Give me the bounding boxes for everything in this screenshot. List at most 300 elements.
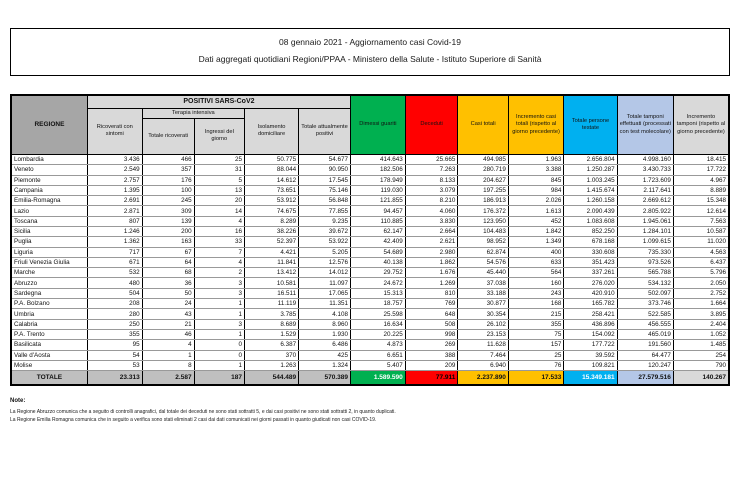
data-cell: 280.719 <box>458 165 508 175</box>
note-line-emilia-romagna: La Regione Emilia Romagna comunica che in seguito a verifica sono stati eliminati 2 casi dai dati comunicati nei giorni passati in quanto giudicati non casi COVID-19. <box>10 417 377 424</box>
data-cell: 8.210 <box>405 196 458 206</box>
data-cell: 54.689 <box>350 247 405 257</box>
data-cell: 6.651 <box>350 350 405 360</box>
data-cell: 0 <box>194 340 244 350</box>
data-cell: 7.263 <box>405 165 458 175</box>
data-cell: 14.012 <box>299 268 351 278</box>
data-cell: 502.097 <box>617 288 673 298</box>
col-header-incremento-casi: Incremento casi totali (rispetto al giorno precedente) <box>508 95 564 154</box>
data-cell: 191.560 <box>617 340 673 350</box>
data-cell: 2.752 <box>673 288 729 298</box>
data-cell: 420.910 <box>564 288 617 298</box>
data-cell: 276.020 <box>564 278 617 288</box>
table-row <box>11 226 729 236</box>
data-cell: 119.030 <box>350 185 405 195</box>
data-cell: 532 <box>87 268 142 278</box>
data-cell: 25.665 <box>405 154 458 164</box>
data-cell: 54 <box>87 350 142 360</box>
data-cell: 1.945.061 <box>617 216 673 226</box>
table-row <box>11 360 729 370</box>
total-value-cell: 27.579.516 <box>617 371 673 386</box>
region-name-cell: Puglia <box>11 237 87 247</box>
data-cell: 1.324 <box>299 360 351 370</box>
data-cell: 1 <box>194 329 244 339</box>
data-cell: 53.922 <box>299 237 351 247</box>
data-cell: 4.873 <box>350 340 405 350</box>
data-cell: 77.855 <box>299 206 351 216</box>
data-cell: 2.404 <box>673 319 729 329</box>
data-cell: 160 <box>508 278 564 288</box>
notes-label: Note: <box>10 398 26 405</box>
data-cell: 74.675 <box>245 206 299 216</box>
data-cell: 215 <box>508 309 564 319</box>
data-cell: 2.090.439 <box>564 206 617 216</box>
data-cell: 33 <box>194 237 244 247</box>
total-value-cell: 77.911 <box>405 371 458 386</box>
table-row <box>11 329 729 339</box>
data-cell: 4.998.160 <box>617 154 673 164</box>
region-name-cell: Molise <box>11 360 87 370</box>
table-header <box>11 95 729 154</box>
data-cell: 1.613 <box>508 206 564 216</box>
data-cell: 6.486 <box>299 340 351 350</box>
data-cell: 1.723.609 <box>617 175 673 185</box>
data-cell: 50.775 <box>245 154 299 164</box>
data-cell: 845 <box>508 175 564 185</box>
data-cell: 5 <box>194 175 244 185</box>
total-value-cell: 23.313 <box>87 371 142 386</box>
data-cell: 182.506 <box>350 165 405 175</box>
data-cell: 168 <box>508 299 564 309</box>
data-cell: 14.612 <box>245 175 299 185</box>
data-cell: 564 <box>508 268 564 278</box>
data-cell: 50 <box>142 288 194 298</box>
data-cell: 100 <box>142 185 194 195</box>
data-cell: 5.407 <box>350 360 405 370</box>
table-row <box>11 350 729 360</box>
data-cell: 26.102 <box>458 319 508 329</box>
data-cell: 177.722 <box>564 340 617 350</box>
region-name-cell: Veneto <box>11 165 87 175</box>
data-cell: 54.576 <box>458 257 508 267</box>
data-cell: 176.372 <box>458 206 508 216</box>
data-cell: 973.526 <box>617 257 673 267</box>
total-row <box>11 371 729 386</box>
total-value-cell: 15.349.181 <box>564 371 617 386</box>
total-value-cell: 140.267 <box>673 371 729 386</box>
data-cell: 94.457 <box>350 206 405 216</box>
data-cell: 109.821 <box>564 360 617 370</box>
data-cell: 76 <box>508 360 564 370</box>
data-cell: 1 <box>194 309 244 319</box>
data-cell: 8.889 <box>673 185 729 195</box>
data-cell: 243 <box>508 288 564 298</box>
data-cell: 2.871 <box>87 206 142 216</box>
data-cell: 56.848 <box>299 196 351 206</box>
data-cell: 25.598 <box>350 309 405 319</box>
data-cell: 62.874 <box>458 247 508 257</box>
data-cell: 254 <box>673 350 729 360</box>
data-cell: 209 <box>405 360 458 370</box>
data-cell: 269 <box>405 340 458 350</box>
data-cell: 24.672 <box>350 278 405 288</box>
data-cell: 11.020 <box>673 237 729 247</box>
table-row <box>11 216 729 226</box>
data-cell: 534.132 <box>617 278 673 288</box>
data-cell: 154.092 <box>564 329 617 339</box>
data-cell: 42.409 <box>350 237 405 247</box>
region-name-cell: Sardegna <box>11 288 87 298</box>
data-cell: 17.065 <box>299 288 351 298</box>
data-cell: 735.330 <box>617 247 673 257</box>
table-row <box>11 154 729 164</box>
data-cell: 7.563 <box>673 216 729 226</box>
data-cell: 4.108 <box>299 309 351 319</box>
data-cell: 38.226 <box>245 226 299 236</box>
data-cell: 565.788 <box>617 268 673 278</box>
data-cell: 400 <box>508 247 564 257</box>
data-cell: 2.050 <box>673 278 729 288</box>
data-cell: 1.269 <box>405 278 458 288</box>
table-row <box>11 288 729 298</box>
data-cell: 370 <box>245 350 299 360</box>
data-cell: 7 <box>194 247 244 257</box>
data-cell: 123.950 <box>458 216 508 226</box>
data-cell: 9.235 <box>299 216 351 226</box>
data-cell: 18.757 <box>350 299 405 309</box>
data-cell: 3.830 <box>405 216 458 226</box>
data-cell: 465.019 <box>617 329 673 339</box>
data-cell: 12.576 <box>299 257 351 267</box>
data-cell: 186.913 <box>458 196 508 206</box>
data-cell: 7.464 <box>458 350 508 360</box>
table-row <box>11 165 729 175</box>
data-cell: 414.643 <box>350 154 405 164</box>
data-cell: 504 <box>87 288 142 298</box>
data-cell: 258.421 <box>564 309 617 319</box>
region-name-cell: Toscana <box>11 216 87 226</box>
data-cell: 1 <box>194 299 244 309</box>
data-cell: 165.782 <box>564 299 617 309</box>
data-cell: 6.387 <box>245 340 299 350</box>
total-value-cell: 2.587 <box>142 371 194 386</box>
data-cell: 29.752 <box>350 268 405 278</box>
table-row <box>11 196 729 206</box>
data-cell: 3.785 <box>245 309 299 319</box>
data-cell: 75 <box>508 329 564 339</box>
data-cell: 64.477 <box>617 350 673 360</box>
data-cell: 456.555 <box>617 319 673 329</box>
data-cell: 6.940 <box>458 360 508 370</box>
data-cell: 40.138 <box>350 257 405 267</box>
data-cell: 998 <box>405 329 458 339</box>
table-body <box>11 154 729 370</box>
data-cell: 3 <box>194 278 244 288</box>
data-cell: 73.651 <box>245 185 299 195</box>
data-cell: 30.354 <box>458 309 508 319</box>
data-cell: 436.896 <box>564 319 617 329</box>
data-cell: 62.147 <box>350 226 405 236</box>
region-name-cell: Campania <box>11 185 87 195</box>
data-cell: 39.592 <box>564 350 617 360</box>
col-header-ti-totale-ricoverati: Totale ricoverati <box>142 118 194 154</box>
data-cell: 178.949 <box>350 175 405 185</box>
col-header-persone-testate: Totale persone testate <box>564 95 617 154</box>
data-cell: 1.284.101 <box>617 226 673 236</box>
data-cell: 3.436 <box>87 154 142 164</box>
data-cell: 494.985 <box>458 154 508 164</box>
table-row <box>11 309 729 319</box>
data-cell: 8.133 <box>405 175 458 185</box>
data-cell: 1.260.158 <box>564 196 617 206</box>
data-cell: 98.952 <box>458 237 508 247</box>
region-name-cell: Emilia-Romagna <box>11 196 87 206</box>
data-cell: 1.250.287 <box>564 165 617 175</box>
col-header-incremento-tamponi: Incremento tamponi (rispetto al giorno precedente) <box>673 95 729 154</box>
note-line-abruzzo: La Regione Abruzzo comunica che a seguito di controlli anagrafici, dal totale dei deceduti ne sono stati sottratti 5, e dai casi positivi ne sono stati sottratti 2, in quanto duplicati. <box>10 409 396 416</box>
data-cell: 104.483 <box>458 226 508 236</box>
data-cell: 330.608 <box>564 247 617 257</box>
col-header-casi-totali: Casi totali <box>458 95 508 154</box>
data-cell: 1.842 <box>508 226 564 236</box>
data-cell: 1.485 <box>673 340 729 350</box>
data-cell: 388 <box>405 350 458 360</box>
data-cell: 197.255 <box>458 185 508 195</box>
data-cell: 1.003.245 <box>564 175 617 185</box>
data-cell: 4.060 <box>405 206 458 216</box>
data-cell: 2.757 <box>87 175 142 185</box>
data-cell: 43 <box>142 309 194 319</box>
total-value-cell: 544.489 <box>245 371 299 386</box>
data-cell: 852.250 <box>564 226 617 236</box>
data-cell: 717 <box>87 247 142 257</box>
data-cell: 1.664 <box>673 299 729 309</box>
data-cell: 18.415 <box>673 154 729 164</box>
data-cell: 1.930 <box>299 329 351 339</box>
data-cell: 2.980 <box>405 247 458 257</box>
data-cell: 1.099.615 <box>617 237 673 247</box>
data-cell: 678.168 <box>564 237 617 247</box>
region-name-cell: Liguria <box>11 247 87 257</box>
col-header-attualmente-positivi: Totale attualmente positivi <box>299 108 351 154</box>
data-cell: 15.313 <box>350 288 405 298</box>
data-cell: 250 <box>87 319 142 329</box>
data-cell: 309 <box>142 206 194 216</box>
data-cell: 984 <box>508 185 564 195</box>
data-cell: 2.656.804 <box>564 154 617 164</box>
region-name-cell: P.A. Trento <box>11 329 87 339</box>
data-cell: 1 <box>142 350 194 360</box>
data-cell: 75.146 <box>299 185 351 195</box>
data-cell: 8.689 <box>245 319 299 329</box>
data-cell: 21 <box>142 319 194 329</box>
data-cell: 16.634 <box>350 319 405 329</box>
data-cell: 648 <box>405 309 458 319</box>
data-cell: 522.585 <box>617 309 673 319</box>
region-name-cell: Abruzzo <box>11 278 87 288</box>
region-name-cell: Valle d'Aosta <box>11 350 87 360</box>
data-cell: 8.960 <box>299 319 351 329</box>
data-cell: 4.563 <box>673 247 729 257</box>
data-cell: 2.691 <box>87 196 142 206</box>
data-cell: 176 <box>142 175 194 185</box>
data-cell: 1.362 <box>87 237 142 247</box>
col-header-tamponi: Totale tamponi effettuati (processati con test molecolare) <box>617 95 673 154</box>
data-cell: 16.511 <box>245 288 299 298</box>
data-cell: 1.415.674 <box>564 185 617 195</box>
data-cell: 120.247 <box>617 360 673 370</box>
data-cell: 39.672 <box>299 226 351 236</box>
table-row <box>11 278 729 288</box>
data-cell: 1.052 <box>673 329 729 339</box>
data-cell: 8 <box>142 360 194 370</box>
data-cell: 4.421 <box>245 247 299 257</box>
data-cell: 20 <box>194 196 244 206</box>
data-cell: 633 <box>508 257 564 267</box>
data-cell: 5.205 <box>299 247 351 257</box>
data-cell: 6.437 <box>673 257 729 267</box>
table-row <box>11 247 729 257</box>
data-cell: 790 <box>673 360 729 370</box>
data-cell: 3.079 <box>405 185 458 195</box>
total-value-cell: 187 <box>194 371 244 386</box>
region-name-cell: Friuli Venezia Giulia <box>11 257 87 267</box>
data-cell: 3.895 <box>673 309 729 319</box>
data-cell: 2.026 <box>508 196 564 206</box>
data-cell: 54.677 <box>299 154 351 164</box>
region-name-cell: Piemonte <box>11 175 87 185</box>
data-cell: 1.349 <box>508 237 564 247</box>
data-cell: 46 <box>142 329 194 339</box>
data-cell: 769 <box>405 299 458 309</box>
data-cell: 11.628 <box>458 340 508 350</box>
region-name-cell: Lazio <box>11 206 87 216</box>
data-cell: 67 <box>142 247 194 257</box>
data-cell: 30.877 <box>458 299 508 309</box>
region-name-cell: Umbria <box>11 309 87 319</box>
data-cell: 36 <box>142 278 194 288</box>
data-cell: 508 <box>405 319 458 329</box>
title-box <box>10 28 730 76</box>
col-header-ricoverati: Ricoverati con sintomi <box>87 108 142 154</box>
data-cell: 2.664 <box>405 226 458 236</box>
table-row <box>11 268 729 278</box>
table-row <box>11 319 729 329</box>
data-cell: 200 <box>142 226 194 236</box>
total-value-cell: 1.589.590 <box>350 371 405 386</box>
data-cell: 4.967 <box>673 175 729 185</box>
data-cell: 1.263 <box>245 360 299 370</box>
region-name-cell: P.A. Bolzano <box>11 299 87 309</box>
data-cell: 12.614 <box>673 206 729 216</box>
data-cell: 355 <box>87 329 142 339</box>
region-name-cell: Calabria <box>11 319 87 329</box>
data-cell: 2.621 <box>405 237 458 247</box>
col-header-deceduti: Deceduti <box>405 95 458 154</box>
data-cell: 1.246 <box>87 226 142 236</box>
data-cell: 17.722 <box>673 165 729 175</box>
data-cell: 14 <box>194 206 244 216</box>
table-row <box>11 175 729 185</box>
data-cell: 163 <box>142 237 194 247</box>
data-cell: 0 <box>194 350 244 360</box>
data-cell: 3 <box>194 288 244 298</box>
data-cell: 17.545 <box>299 175 351 185</box>
data-cell: 31 <box>194 165 244 175</box>
report-date-title: 08 gennaio 2021 - Aggiornamento casi Covid-19 <box>279 37 461 47</box>
table-row <box>11 206 729 216</box>
table-row <box>11 185 729 195</box>
data-cell: 4 <box>194 216 244 226</box>
data-cell: 480 <box>87 278 142 288</box>
data-cell: 20.225 <box>350 329 405 339</box>
data-cell: 208 <box>87 299 142 309</box>
data-cell: 280 <box>87 309 142 319</box>
data-cell: 25 <box>194 154 244 164</box>
data-cell: 10.587 <box>673 226 729 236</box>
subgroup-header-terapia-intensiva: Terapia intensiva <box>142 108 244 118</box>
data-cell: 23.153 <box>458 329 508 339</box>
table-row <box>11 340 729 350</box>
data-cell: 24 <box>142 299 194 309</box>
data-cell: 95 <box>87 340 142 350</box>
data-cell: 64 <box>142 257 194 267</box>
data-cell: 355 <box>508 319 564 329</box>
data-cell: 810 <box>405 288 458 298</box>
report-subtitle: Dati aggregati quotidiani Regioni/PPAA - Ministero della Salute - Istituto Superiore di Sanità <box>198 54 542 64</box>
table-row <box>11 299 729 309</box>
notes-section <box>10 398 730 424</box>
data-cell: 2 <box>194 268 244 278</box>
data-cell: 337.261 <box>564 268 617 278</box>
data-cell: 2.669.612 <box>617 196 673 206</box>
table-row <box>11 237 729 247</box>
covid-data-table <box>10 94 730 386</box>
data-cell: 139 <box>142 216 194 226</box>
data-cell: 53 <box>87 360 142 370</box>
data-cell: 357 <box>142 165 194 175</box>
data-cell: 452 <box>508 216 564 226</box>
data-cell: 1.676 <box>405 268 458 278</box>
data-cell: 373.746 <box>617 299 673 309</box>
data-cell: 3.430.733 <box>617 165 673 175</box>
data-cell: 3.388 <box>508 165 564 175</box>
data-cell: 13.412 <box>245 268 299 278</box>
data-cell: 8.289 <box>245 216 299 226</box>
data-cell: 11.119 <box>245 299 299 309</box>
data-cell: 90.950 <box>299 165 351 175</box>
data-cell: 1.529 <box>245 329 299 339</box>
region-name-cell: Lombardia <box>11 154 87 164</box>
col-header-regione: REGIONE <box>11 95 87 154</box>
data-cell: 1 <box>194 360 244 370</box>
region-name-cell: Marche <box>11 268 87 278</box>
data-cell: 466 <box>142 154 194 164</box>
data-cell: 52.397 <box>245 237 299 247</box>
data-cell: 13 <box>194 185 244 195</box>
data-cell: 1.862 <box>405 257 458 267</box>
data-cell: 25 <box>508 350 564 360</box>
total-value-cell: 17.533 <box>508 371 564 386</box>
data-cell: 1.083.608 <box>564 216 617 226</box>
total-label-cell: TOTALE <box>11 371 87 386</box>
data-cell: 425 <box>299 350 351 360</box>
data-cell: 15.348 <box>673 196 729 206</box>
total-value-cell: 570.389 <box>299 371 351 386</box>
data-cell: 10.581 <box>245 278 299 288</box>
total-value-cell: 2.237.890 <box>458 371 508 386</box>
data-cell: 37.038 <box>458 278 508 288</box>
